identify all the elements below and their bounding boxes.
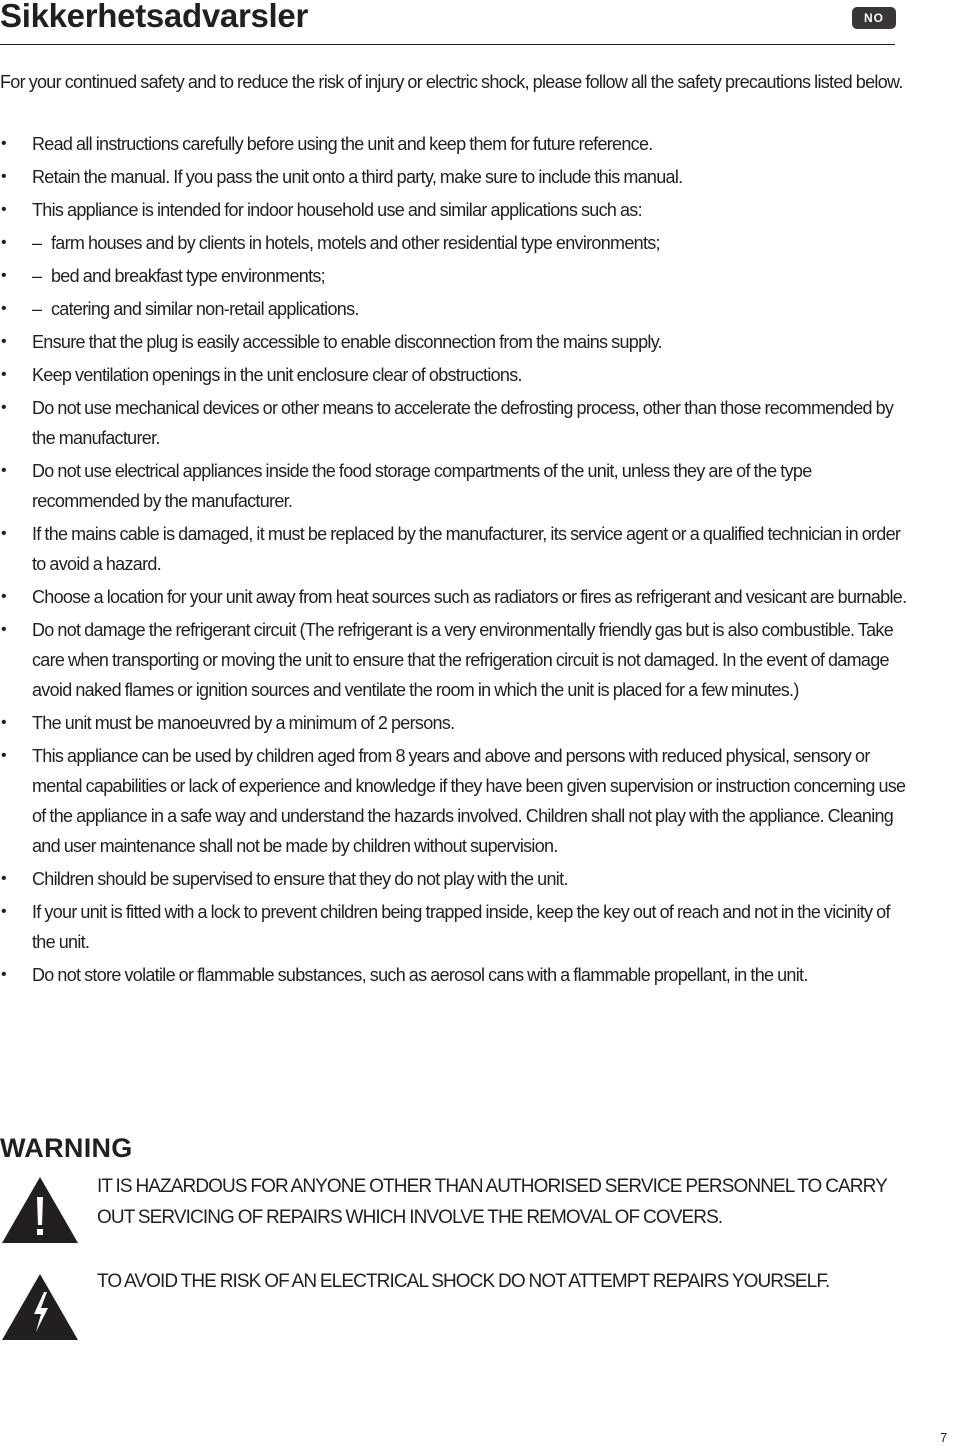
list-item-text: catering and similar non-retail applications. [51, 299, 359, 319]
list-item [0, 708, 910, 738]
bullet-icon: • [1, 525, 6, 542]
bullet-icon: • [1, 333, 6, 350]
list-item [0, 162, 910, 192]
list-item-text: Children should be supervised to ensure that they do not play with the unit. [32, 869, 568, 889]
list-item-text: If the mains cable is damaged, it must be replaced by the manufacturer, its service agent or a qualified technician in order to avoid a hazard. [32, 524, 901, 574]
list-item [0, 615, 910, 705]
bullet-icon: • [1, 870, 6, 887]
list-item-text: Read all instructions carefully before using the unit and keep them for future reference. [32, 134, 653, 154]
intro-paragraph: For your continued safety and to reduce the risk of injury or electric shock, please follow all the safety precautions listed below. [0, 72, 903, 92]
bullet-icon: • [1, 966, 6, 983]
list-item-text: Keep ventilation openings in the unit enclosure clear of obstructions. [32, 365, 522, 385]
bullet-icon: • [1, 462, 6, 479]
list-item-text: Retain the manual. If you pass the unit onto a third party, make sure to include this manual. [32, 167, 683, 187]
page-number: 7 [940, 1430, 948, 1445]
list-item-text: Choose a location for your unit away from heat sources such as radiators or fires as refrigerant and vesicant are burnable. [32, 587, 907, 607]
bullet-icon: • [1, 300, 6, 317]
list-item-text: This appliance can be used by children aged from 8 years and above and persons with reduced physical, sensory or mental capabilities or lack of experience and knowledge if they have been given supervision or instruction concerning use of the appliance in a safe way and understand the hazards involved. Children shall not play with the appliance. Cleaning and user maintenance shall not be made by children without supervision. [32, 746, 906, 856]
list-item [0, 864, 910, 894]
list-item-text: farm houses and by clients in hotels, motels and other residential type environments; [51, 233, 660, 253]
bullet-icon: • [1, 366, 6, 383]
list-item-text: This appliance is intended for indoor household use and similar applications such as: [32, 200, 642, 220]
list-item [0, 582, 910, 612]
list-item-text: The unit must be manoeuvred by a minimum of 2 persons. [32, 713, 455, 733]
language-badge: NO [852, 7, 896, 29]
dash-icon: – [32, 233, 42, 253]
bullet-icon: • [1, 267, 6, 284]
bullet-icon: • [1, 168, 6, 185]
bullet-icon: • [1, 903, 6, 920]
list-item [0, 393, 910, 453]
page-header [0, 0, 895, 45]
list-item-text: Do not damage the refrigerant circuit (The refrigerant is a very environmentally friendly gas but is also combustible. Take care when transporting or moving the unit to ensure that the refrigeration circuit is not damaged. In the event of damage avoid naked flames or ignition sources and ventilate the room in which the unit is placed for a few minutes.) [32, 620, 894, 700]
list-item-text: Ensure that the plug is easily accessible to enable disconnection from the mains supply. [32, 332, 662, 352]
list-item [0, 519, 910, 579]
list-item-text: If your unit is fitted with a lock to prevent children being trapped inside, keep the key out of reach and not in the vicinity of the unit. [32, 902, 890, 952]
bullet-icon: • [1, 135, 6, 152]
exclamation-warning-icon [0, 1175, 80, 1245]
list-item-text: Do not use electrical appliances inside the food storage compartments of the unit, unless they are of the type recommended by the manufacturer. [32, 461, 812, 511]
dash-icon: – [32, 299, 42, 319]
page-title: Sikkerhetsadvarsler [0, 0, 309, 34]
bullet-icon: • [1, 201, 6, 218]
list-item [0, 456, 910, 516]
list-item [0, 360, 910, 390]
warning-text-shock: TO AVOID THE RISK OF AN ELECTRICAL SHOCK DO NOT ATTEMPT REPAIRS YOURSELF. [97, 1271, 830, 1292]
warning-heading: WARNING [0, 1133, 133, 1163]
list-item-sub [0, 228, 910, 258]
list-item [0, 960, 910, 990]
list-item [0, 897, 910, 957]
list-item [0, 129, 910, 159]
bullet-icon: • [1, 234, 6, 251]
bullet-icon: • [1, 714, 6, 731]
bullet-icon: • [1, 621, 6, 638]
list-item-text: Do not use mechanical devices or other means to accelerate the defrosting process, other than those recommended by the manufacturer. [32, 398, 894, 448]
list-item-text: Do not store volatile or flammable substances, such as aerosol cans with a flammable propellant, in the unit. [32, 965, 808, 985]
bullet-icon: • [1, 747, 6, 764]
bullet-icon: • [1, 588, 6, 605]
list-item [0, 327, 910, 357]
dash-icon: – [32, 266, 42, 286]
list-item-text: bed and breakfast type environments; [51, 266, 325, 286]
list-item-sub [0, 261, 910, 291]
list-item [0, 741, 910, 861]
electrical-hazard-icon [0, 1272, 80, 1342]
bullet-icon: • [1, 399, 6, 416]
list-item-sub [0, 294, 910, 324]
list-item [0, 195, 910, 225]
warning-text-service: IT IS HAZARDOUS FOR ANYONE OTHER THAN AUTHORISED SERVICE PERSONNEL TO CARRY OUT SERVICING OF REPAIRS WHICH INVOLVE THE REMOVAL OF COVERS. [97, 1176, 887, 1228]
safety-precautions-list [0, 129, 910, 993]
